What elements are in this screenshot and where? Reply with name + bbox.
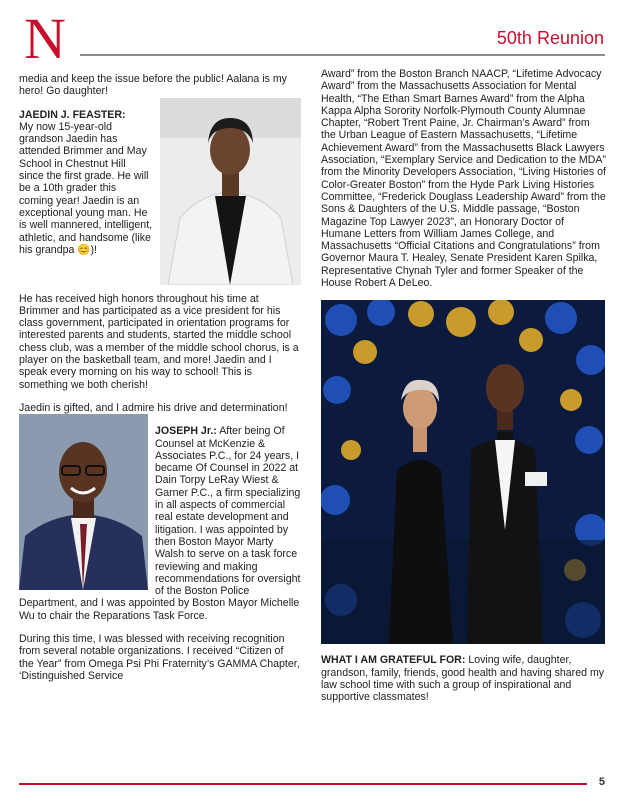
intro-paragraph: media and keep the issue before the public! Aalana is my hero! Go daughter!	[19, 73, 287, 98]
page-number: 5	[598, 776, 605, 788]
joseph-heading: JOSEPH Jr.:	[155, 425, 217, 438]
header-rule	[80, 54, 605, 56]
jaedin-heading: JAEDIN J. FEASTER:	[19, 108, 126, 121]
right-column	[321, 68, 606, 704]
left-column	[19, 73, 301, 682]
awards-paragraph: Award” from the Boston Branch NAACP, “Lifetime Advocacy Award” from the Massachusetts Association for Mental Health, “The Ethan Smart Barnes Award” from the Alpha Kappa Alpha Sorority Norfolk-Plymouth County Alumnae Chapter, “Robert Trent Paine, Jr. Chairman’s Award” from the Urban League of Eastern Massachusetts, “Lifetime Achievement Award” from the Massachusetts Black Lawyers Association, “Exemplary Service and Dedication to the MDA” from the Minority Developers Association, “Living Histories of Color-Greater Boston” from the Hyde Park Living Histories Committee, “Frederick Douglass Leadership Award” from the Sons & Daughters of the U.S. Middle passage, “Boston Magazine Top Lawyer 2023”, an Honorary Doctor of Humane Letters from William James College, and Massachusetts “Official Citations and Congratulations” from Governor Maura T. Healey, Senate President Karen Spilka, Representative Chynah Tyler and former Speaker of the House Robert A DeLeo.	[321, 68, 606, 290]
joseph-text-1: After being Of Counsel at McKenzie & Associates P.C., for 24 years, I became Of Counsel in 2022 at Dain Torpy LeRay Wiest & Garner P.C., a firm specializing in all aspects of commercial real estate development and litigation. I was appointed by then Boston Mayor Marty Walsh to serve on a task force reviewing and making recommendations for oversight of the Boston Police Department, and I was appointed by Boston Mayor Michelle Wu to chair the Reparations Task Force.	[19, 425, 301, 622]
joseph-portrait-illustration	[19, 414, 148, 590]
jaedin-portrait-illustration	[160, 98, 301, 285]
footer-rule	[19, 783, 587, 785]
gala-couple-illustration	[321, 300, 605, 644]
joseph-photo	[19, 414, 148, 590]
joseph-paragraph-2: During this time, I was blessed with receiving recognition from several notable organizations. I received “Citizen of the Year” from Omega Psi Phi Fraternity’s GAMMA Chapter, ‘Distinguished Service	[19, 633, 300, 682]
gala-photo	[321, 300, 605, 644]
grateful-text: Loving wife, daughter, grandson, family, friends, good health and having shared my law school time with such a group of inspirational and supportive classmates!	[321, 654, 605, 704]
jaedin-photo	[160, 98, 301, 285]
jaedin-text-1: My now 15-year-old grandson Jaedin has attended Brimmer and May School in Chestnut Hill since the first grade. He will be a 10th grader this coming year! Jaedin is an exceptional young man. He is well mannered, intelligent, athletic, and handsome (like his grandpa 😊)!	[19, 120, 153, 256]
reunion-title: 50th Reunion	[496, 28, 604, 48]
jaedin-paragraph-2: He has received high honors throughout his time at Brimmer and has participated as a vice president for his class government, participated in orientation programs for interested parents and students, started the middle school chess club, was a member of the middle school chorus, is a player on the basketball team, and more! Jaedin and I speak every morning on his way to school! This is something we both cherish!	[19, 292, 299, 391]
grateful-heading: WHAT I AM GRATEFUL FOR:	[321, 654, 466, 667]
grateful-paragraph	[321, 654, 606, 703]
jaedin-paragraph-3: Jaedin is gifted, and I admire his drive and determination!	[19, 401, 288, 414]
svg-text:N: N	[24, 12, 66, 64]
northeastern-logo	[16, 12, 74, 64]
